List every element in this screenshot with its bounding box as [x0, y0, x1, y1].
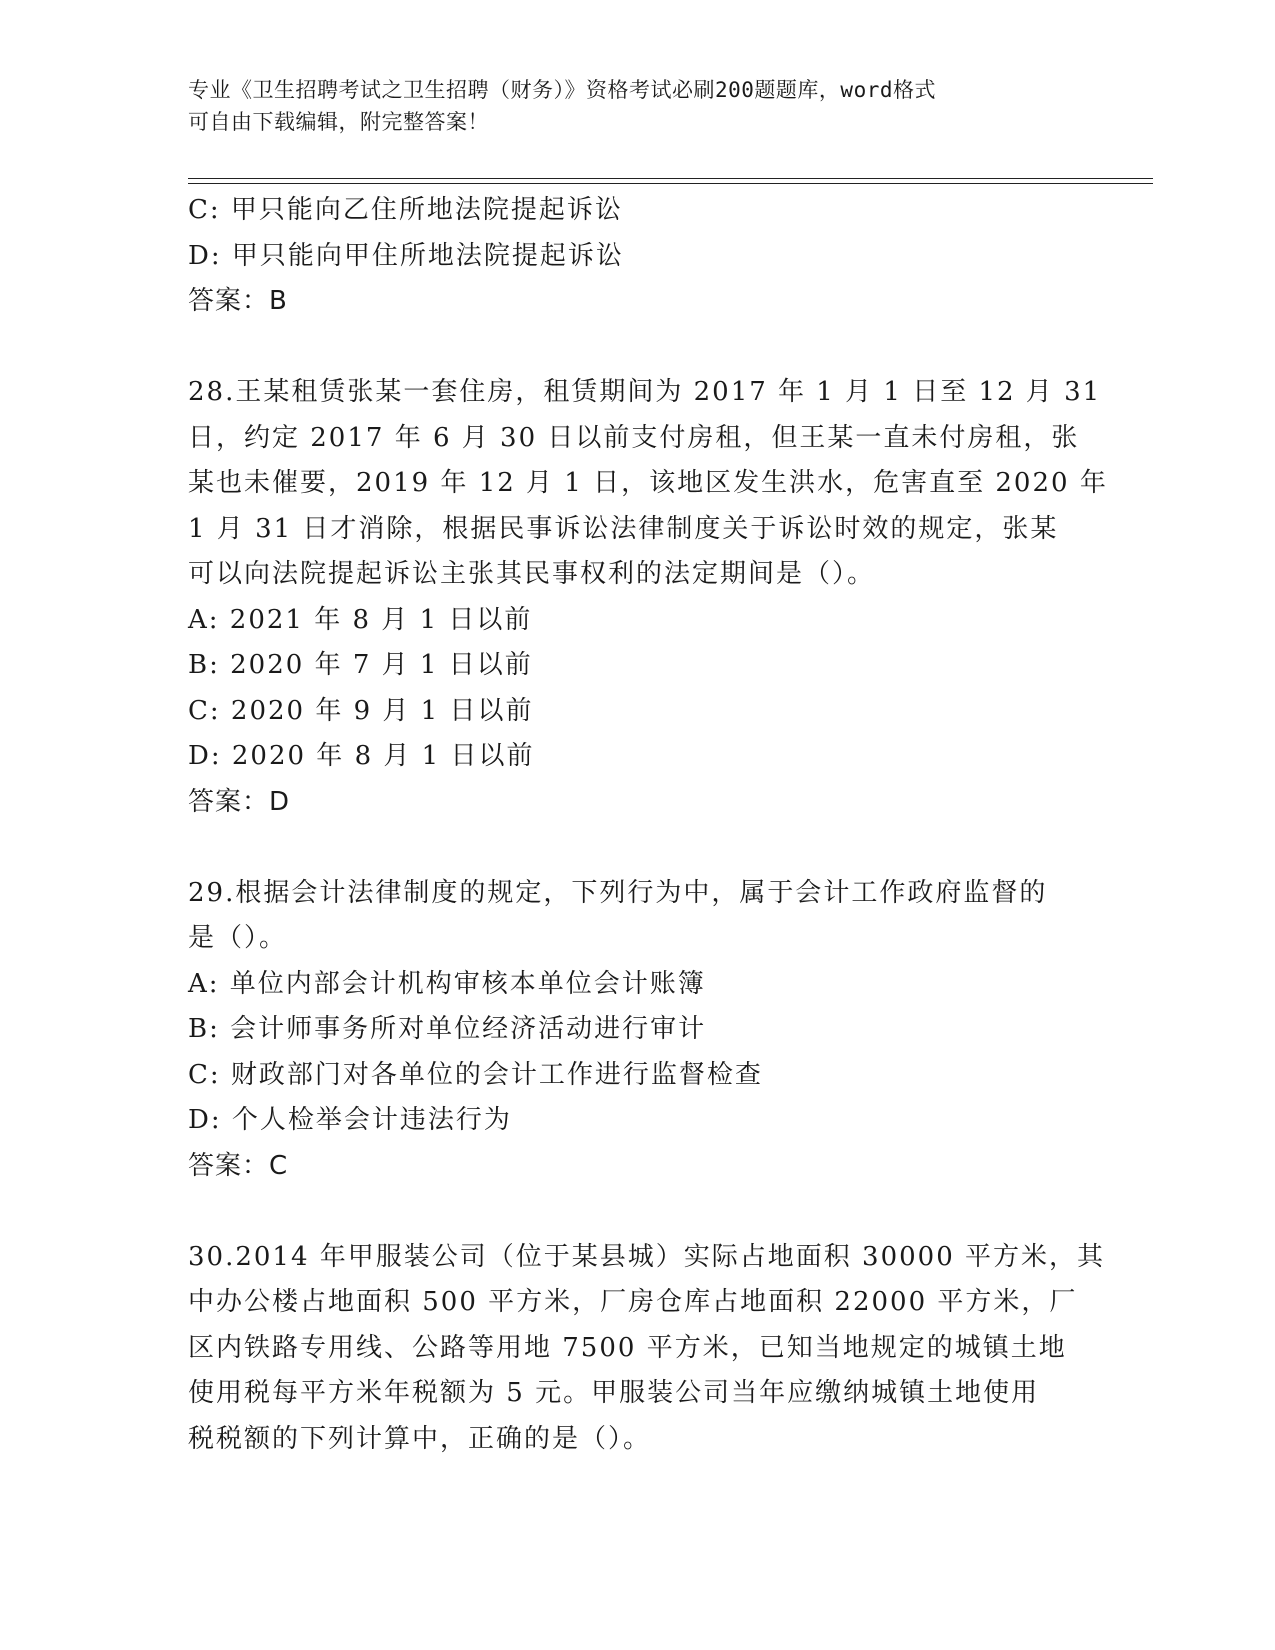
- question-stem-line: 30.2014 年甲服装公司（位于某县城）实际占地面积 30000 平方米，其: [188, 1241, 1106, 1272]
- question-27-tail: [188, 188, 1088, 325]
- question-stem-line: 29.根据会计法律制度的规定，下列行为中，属于会计工作政府监督的: [188, 877, 1048, 908]
- option-c: C: 甲只能向乙住所地法院提起诉讼: [188, 195, 623, 225]
- question-28: [188, 370, 1108, 825]
- spacer: [188, 1189, 1088, 1235]
- header-title-line-2: 可自由下载编辑，附完整答案！: [188, 110, 489, 134]
- option-b: B: 2020 年 7 月 1 日以前: [188, 650, 533, 680]
- option-b: B: 会计师事务所对单位经济活动进行审计: [188, 1014, 707, 1044]
- spacer: [188, 825, 1088, 871]
- answer-line: 答案：B: [188, 286, 288, 316]
- question-stem-line: 可以向法院提起诉讼主张其民事权利的法定期间是（）。: [188, 559, 876, 589]
- document-header: [188, 74, 1068, 138]
- question-stem-line: 区内铁路专用线、公路等用地 7500 平方米，已知当地规定的城镇土地: [188, 1332, 1067, 1363]
- option-c: C: 财政部门对各单位的会计工作进行监督检查: [188, 1059, 763, 1090]
- answer-line: 答案：D: [188, 786, 291, 817]
- question-stem-line: 中办公楼占地面积 500 平方米，厂房仓库占地面积 22000 平方米，厂: [188, 1287, 1078, 1317]
- option-c: C: 2020 年 9 月 1 日以前: [188, 695, 534, 726]
- question-stem-line: 1 月 31 日才消除，根据民事诉讼法律制度关于诉讼时效的规定，张某: [188, 513, 1059, 544]
- question-30: [188, 1235, 1106, 1463]
- header-divider-bottom: [188, 183, 1153, 184]
- question-stem-line: 28.王某租赁张某一套住房，租赁期间为 2017 年 1 月 1 日至 12 月 31: [188, 377, 1102, 407]
- option-d: D: 甲只能向甲住所地法院提起诉讼: [188, 240, 624, 271]
- question-29: [188, 871, 1088, 1190]
- question-stem-line: 是（）。: [188, 923, 288, 953]
- question-stem-line: 使用税每平方米年税额为 5 元。甲服装公司当年应缴纳城镇土地使用: [188, 1378, 1040, 1408]
- document-body: [188, 188, 1108, 1462]
- question-stem-line: 税税额的下列计算中，正确的是（）。: [188, 1423, 652, 1454]
- option-d: D: 2020 年 8 月 1 日以前: [188, 741, 535, 771]
- header-title-line-1: 专业《卫生招聘考试之卫生招聘（财务）》资格考试必刷200题题库，word格式: [188, 78, 936, 102]
- answer-line: 答案：C: [188, 1150, 289, 1181]
- spacer: [188, 325, 1088, 371]
- header-divider-top: [188, 178, 1153, 179]
- question-stem-line: 日，约定 2017 年 6 月 30 日以前支付房租，但王某一直未付房租，张: [188, 422, 1080, 453]
- option-a: A: 单位内部会计机构审核本单位会计账簿: [188, 968, 706, 999]
- option-d: D: 个人检举会计违法行为: [188, 1105, 512, 1135]
- question-stem-line: 某也未催要，2019 年 12 月 1 日，该地区发生洪水，危害直至 2020 年: [188, 468, 1108, 498]
- option-a: A: 2021 年 8 月 1 日以前: [188, 604, 533, 635]
